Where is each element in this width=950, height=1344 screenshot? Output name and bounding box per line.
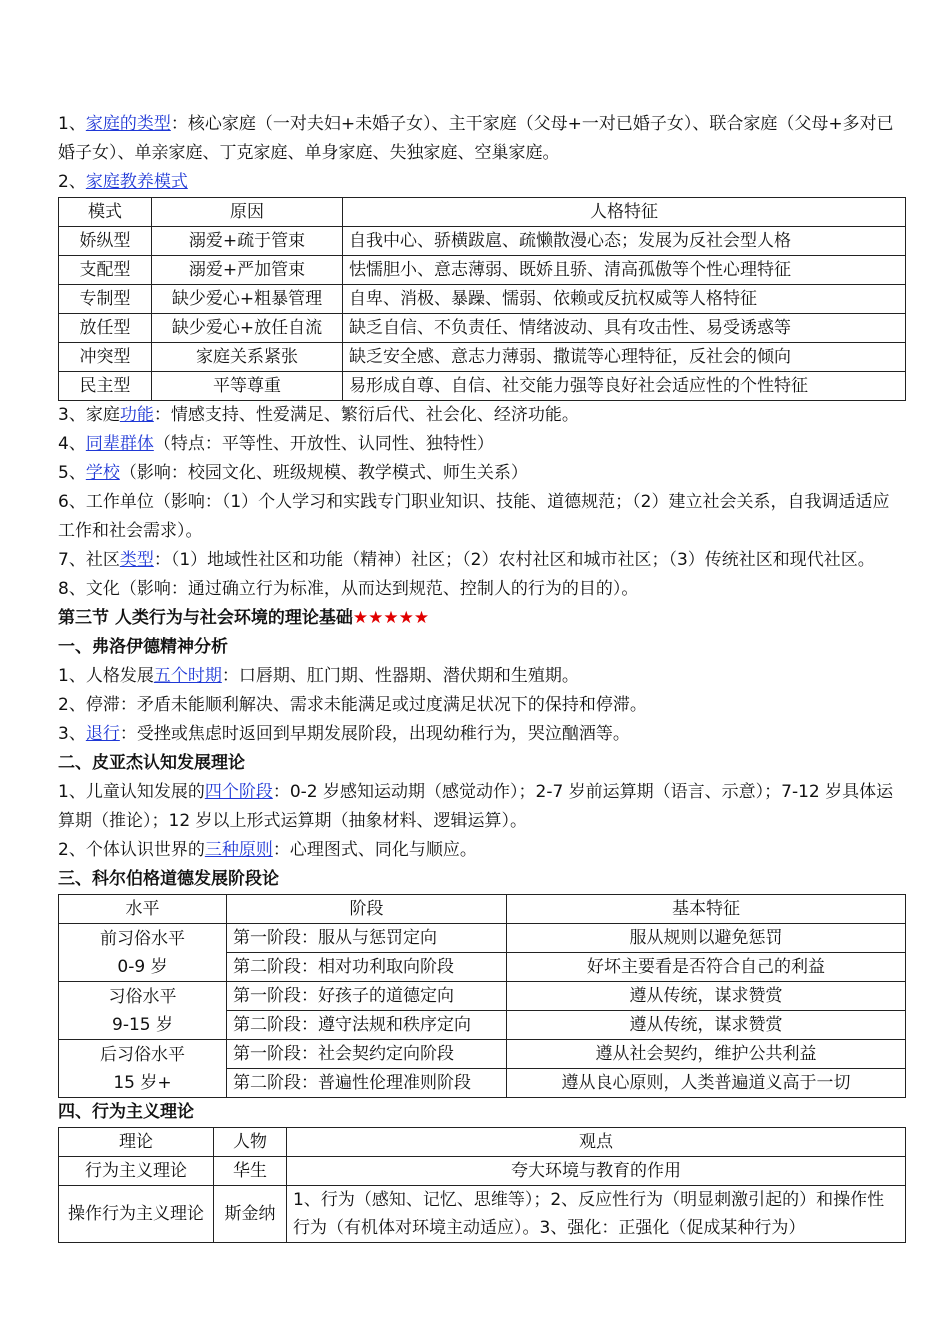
mode-cell: 娇纵型 [59,227,152,256]
stage-cell: 第二阶段：相对功利取向阶段 [227,953,507,982]
mode-cell: 支配型 [59,256,152,285]
family-types-text: ：核心家庭（一对夫妇+未婚子女）、主干家庭（父母+一对已婚子女）、联合家庭（父母+多对已婚子女）、单亲家庭、丁克家庭、单身家庭、失独家庭、空巢家庭。 [58,114,894,163]
section-3-title [58,604,906,633]
text-segment: 5、 [58,463,86,483]
reason-cell: 溺爱+疏于管束 [152,227,343,256]
peer-group-link[interactable]: 同辈群体 [85,434,154,454]
header-theory: 理论 [59,1128,214,1157]
header-person: 人物 [214,1128,287,1157]
table-row [59,227,906,256]
freud-heading: 一、弗洛伊德精神分析 [58,637,228,657]
table-row [59,982,906,1011]
table-row [59,285,906,314]
text-segment: 4、 [58,434,86,454]
school-paragraph [58,459,906,488]
table-row [59,924,906,953]
table-row [59,372,906,401]
piaget-item-1 [58,778,906,836]
table-header-row [59,895,906,924]
family-types-link[interactable]: 家庭的类型 [85,114,171,134]
parenting-modes-heading [58,168,906,197]
traits-cell: 怯懦胆小、意志薄弱、既娇且骄、清高孤傲等个性心理特征 [343,256,906,285]
reason-cell: 家庭关系紧张 [152,343,343,372]
header-level: 水平 [59,895,227,924]
reason-cell: 缺少爱心+放任自流 [152,314,343,343]
level-cell [59,924,227,982]
header-viewpoint: 观点 [287,1128,906,1157]
four-stages-link[interactable]: 四个阶段 [204,782,273,802]
item-number: 2、 [58,172,86,192]
stage-cell: 第二阶段：普遍性伦理准则阶段 [227,1069,507,1098]
traits-cell: 易形成自尊、自信、社交能力强等良好社会适应性的个性特征 [343,372,906,401]
header-reason: 原因 [152,198,343,227]
work-unit-paragraph: 6、工作单位（影响：（1）个人学习和实践专门职业知识、技能、道德规范；（2）建立社会关系，自我调适适应工作和社会需求）。 [58,492,890,541]
mode-cell: 民主型 [59,372,152,401]
school-link[interactable]: 学校 [85,463,120,483]
reason-cell: 缺少爱心+粗暴管理 [152,285,343,314]
feature-cell: 遵从传统，谋求赞赏 [507,982,906,1011]
text-segment: ：0-2 岁感知运动期（感觉动作）；2-7 岁前运算期（语言、示意）；7-12 岁具体运算期（推论）；12 岁以上形式运算期（抽象材料、逻辑运算）。 [58,782,894,831]
piaget-heading: 二、皮亚杰认知发展理论 [58,753,245,773]
traits-cell: 缺乏自信、不负责任、情绪波动、具有攻击性、易受诱惑等 [343,314,906,343]
text-segment: ：口唇期、肛门期、性器期、潜伏期和生殖期。 [221,666,579,686]
person-cell: 华生 [214,1157,287,1186]
reason-cell: 溺爱+严加管束 [152,256,343,285]
level-age: 9-15 岁 [112,1014,173,1035]
behaviorism-heading: 四、行为主义理论 [58,1102,194,1122]
function-link[interactable]: 功能 [119,405,154,425]
mode-cell: 放任型 [59,314,152,343]
traits-cell: 自我中心、骄横跋扈、疏懒散漫心态；发展为反社会型人格 [343,227,906,256]
freud-item-1 [58,662,906,691]
stage-cell: 第一阶段：好孩子的道德定向 [227,982,507,1011]
three-principles-link[interactable]: 三种原则 [204,840,273,860]
mode-cell: 专制型 [59,285,152,314]
family-function-paragraph [58,401,906,430]
table-header-row [59,198,906,227]
header-stage: 阶段 [227,895,507,924]
community-paragraph [58,546,906,575]
regression-link[interactable]: 退行 [85,724,120,744]
stage-cell: 第二阶段：遵守法规和秩序定向 [227,1011,507,1040]
peer-group-paragraph [58,430,906,459]
table-row [59,1186,906,1243]
text-segment: 2、个体认识世界的 [58,840,205,860]
text-segment: ：心理图式、同化与顺应。 [272,840,477,860]
text-segment: 1、儿童认知发展的 [58,782,205,802]
stage-cell: 第一阶段：服从与惩罚定向 [227,924,507,953]
person-cell: 斯金纳 [214,1186,287,1243]
document-page [58,110,906,1243]
level-name: 前习俗水平 [100,928,185,949]
table-row [59,314,906,343]
parenting-table [58,197,906,401]
mode-cell: 冲突型 [59,343,152,372]
freud-item-2: 2、停滞：矛盾未能顺利解决、需求未能满足或过度满足状况下的保持和停滞。 [58,695,647,715]
feature-cell: 遵从社会契约，维护公共利益 [507,1040,906,1069]
feature-cell: 好坏主要看是否符合自己的利益 [507,953,906,982]
section-title-text: 第三节 人类行为与社会环境的理论基础 [58,608,353,628]
text-segment: ：受挫或焦虑时返回到早期发展阶段，出现幼稚行为，哭泣酗酒等。 [119,724,630,744]
traits-cell: 缺乏安全感、意志力薄弱、撒谎等心理特征，反社会的倾向 [343,343,906,372]
header-feature: 基本特征 [507,895,906,924]
freud-item-3 [58,720,906,749]
text-segment: （特点：平等性、开放性、认同性、独特性） [153,434,494,454]
community-type-link[interactable]: 类型 [119,550,154,570]
feature-cell: 遵从传统，谋求赞赏 [507,1011,906,1040]
viewpoint-cell: 夸大环境与教育的作用 [287,1157,906,1186]
table-row [59,1157,906,1186]
star-rating: ★★★★★ [352,608,430,628]
table-row [59,1040,906,1069]
reason-cell: 平等尊重 [152,372,343,401]
text-segment: 7、社区 [58,550,120,570]
table-header-row [59,1128,906,1157]
text-segment: ：情感支持、性爱满足、繁衍后代、社会化、经济功能。 [153,405,579,425]
theory-cell: 行为主义理论 [59,1157,214,1186]
behaviorism-table [58,1127,906,1243]
level-age: 0-9 岁 [117,956,168,977]
level-cell [59,1040,227,1098]
table-row [59,256,906,285]
table-row [59,343,906,372]
parenting-modes-link[interactable]: 家庭教养模式 [85,172,188,192]
text-segment: （影响：校园文化、班级规模、教学模式、师生关系） [119,463,528,483]
text-segment: 3、 [58,724,86,744]
item-number: 1、 [58,114,86,134]
level-name: 习俗水平 [108,986,177,1007]
stage-cell: 第一阶段：社会契约定向阶段 [227,1040,507,1069]
text-segment: ：（1）地域性社区和功能（精神）社区；（2）农村社区和城市社区；（3）传统社区和现代社区。 [153,550,875,570]
feature-cell: 遵从良心原则，人类普遍道义高于一切 [507,1069,906,1098]
kohlberg-table [58,894,906,1098]
level-name: 后习俗水平 [100,1044,185,1065]
piaget-item-2 [58,836,906,865]
traits-cell: 自卑、消极、暴躁、懦弱、依赖或反抗权威等人格特征 [343,285,906,314]
header-traits: 人格特征 [343,198,906,227]
level-cell [59,982,227,1040]
text-segment: 1、人格发展 [58,666,154,686]
viewpoint-cell: 1、行为（感知、记忆、思维等）；2、反应性行为（明显刺激引起的）和操作性行为（有机体对环境主动适应）。3、强化：正强化（促成某种行为） [287,1186,906,1243]
text-segment: 3、家庭 [58,405,120,425]
family-types-paragraph [58,110,906,168]
level-age: 15 岁+ [113,1072,172,1093]
theory-cell: 操作行为主义理论 [59,1186,214,1243]
kohlberg-heading: 三、科尔伯格道德发展阶段论 [58,869,279,889]
five-stages-link[interactable]: 五个时期 [153,666,222,686]
header-mode: 模式 [59,198,152,227]
culture-paragraph: 8、文化（影响：通过确立行为标准，从而达到规范、控制人的行为的目的）。 [58,579,639,599]
feature-cell: 服从规则以避免惩罚 [507,924,906,953]
